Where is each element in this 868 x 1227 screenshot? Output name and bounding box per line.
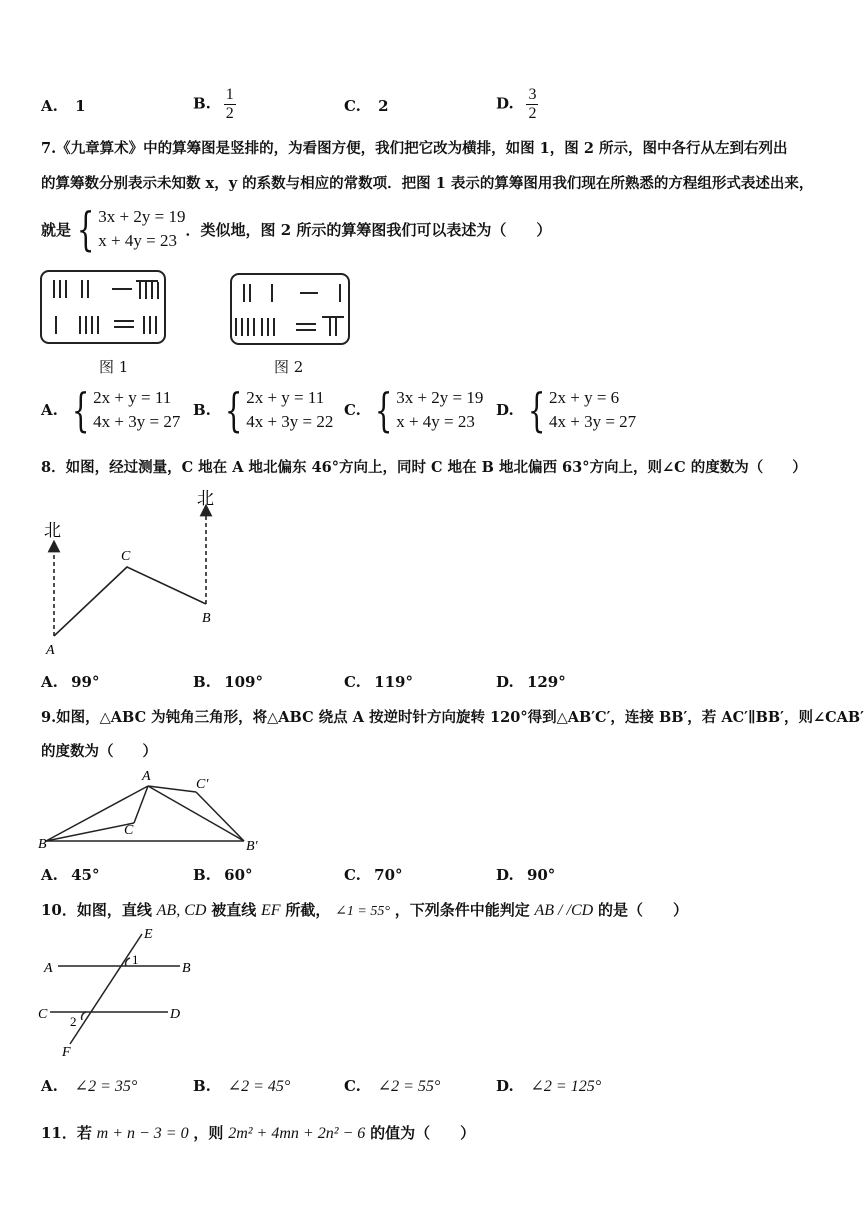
q9-option-c [344,866,403,884]
point-e-label: E [144,927,153,942]
segment-c2b2 [196,792,244,841]
option-text: 129° [526,673,566,691]
left-brace: { [224,383,243,437]
stem-text: ，下列条件中能判定 [394,901,530,919]
point-c-prime-label: C′ [196,777,209,792]
figure-1 [41,271,165,343]
equation: 4x + 3y = 27 [93,412,181,431]
point-c-label: C [124,823,134,838]
point-a-label: A [46,643,55,658]
option-letter: C. [344,401,361,419]
stem-text: 所截， [285,901,331,919]
option-letter: A. [41,401,58,419]
option-text: 119° [374,673,413,691]
q9-stem-line2: 的度数为（ ） [41,743,157,760]
path-acb [54,567,206,636]
point-f-label: F [62,1045,71,1060]
math-expression: AB / /CD [534,902,594,919]
equation: 2x + y = 11 [246,388,325,407]
option-letter: B. [193,866,211,884]
option-text: 90° [526,866,556,884]
equations [549,386,636,434]
option-text: ∠2 = 35° [74,1078,138,1095]
q8-option-a [41,673,99,691]
q8-option-b [193,673,263,691]
equations [246,386,333,434]
figure-2 [231,274,349,344]
figure-2-caption: 图 2 [274,358,304,376]
equation-system [66,383,181,437]
stem-text: 被直线 [211,901,257,919]
q6-option-d [496,86,538,123]
q7-option-a [41,383,181,437]
q9-option-d [496,866,555,884]
point-b-prime-label: B′ [246,839,258,854]
point-c-label: C [38,1007,48,1022]
option-text: 99° [71,673,100,691]
q6-option-a [41,97,86,115]
left-brace: { [71,383,90,437]
q7-option-c [344,383,484,437]
option-letter: D. [496,866,514,884]
segment-bc [46,823,134,841]
stem-text: 的值为（ ） [370,1124,476,1142]
equation-system [369,383,484,437]
north-label-b: 北 [197,489,214,509]
equation-system [522,383,637,437]
q10-stem [41,899,688,920]
point-c-label: C [121,549,131,564]
left-brace: { [76,202,95,256]
q6-option-c [344,97,389,115]
option-letter: A. [41,97,58,115]
option-letter: D. [496,1077,514,1095]
equations [93,386,180,434]
point-a-label: A [142,769,151,784]
q11-stem [41,1122,475,1143]
stem-text: ，则 [193,1124,224,1142]
stem-text: 的是（ ） [597,901,688,919]
q9-stem-line1: 9.如图，△ABC 为钝角三角形，将△ABC 绕点 A 按逆时针方向旋转 120°得到△AB′C′，连接 BB′，若 AC′∥BB′，则∠CAB′ [41,709,864,726]
q7-stem-line3 [41,202,552,256]
option-letter: C. [344,673,361,691]
equation: 2x + y = 6 [548,388,620,407]
stem-text: ．类似地，图 2 所示的算筹图我们可以表述为（ ） [185,220,552,239]
option-letter: C. [344,1077,361,1095]
point-a-label: A [44,961,53,976]
equation: 4x + 3y = 27 [548,412,637,431]
segment-ac2 [148,786,196,792]
math-expression: m + n − 3 = 0 [96,1125,189,1142]
math-expression: ∠1 = 55° [335,904,390,919]
option-text: 60° [224,866,253,884]
option-text: ∠2 = 45° [227,1078,291,1095]
q8-option-c [344,673,413,691]
q7-stem-line2: 的算筹数分别表示未知数 x，y 的系数与相应的常数项．把图 1 表示的算筹图用我们现在所熟悉的方程组形式表述出来， [41,175,814,192]
point-b-label: B [182,961,191,976]
stem-text: 10．如图，直线 [41,901,152,919]
math-expression: EF [261,902,281,919]
angle-2-arc [82,1012,86,1020]
option-text: 109° [224,673,263,691]
left-brace: { [527,383,546,437]
fraction [224,86,236,123]
option-letter: C. [344,97,361,115]
angle-2-label: 2 [70,1014,77,1029]
math-expression: 2m² + 4mn + 2n² − 6 [228,1125,366,1142]
option-letter: B. [193,401,211,419]
denominator: 2 [528,105,537,122]
option-letter: B. [193,94,211,113]
q10-figure [36,924,196,1060]
option-letter: C. [344,866,361,884]
option-letter: B. [193,1077,211,1095]
option-letter: D. [496,401,514,419]
angle-1-label: 1 [132,952,139,967]
option-letter: A. [41,673,58,691]
option-text: 70° [374,866,403,884]
q10-option-c [344,1076,440,1096]
stem-text: 就是 [41,220,72,239]
option-letter: A. [41,1077,58,1095]
equations [396,386,483,434]
q10-option-a [41,1076,137,1096]
q6-option-b [193,86,236,123]
stem-text: 11．若 [41,1124,92,1142]
segment-ac [134,786,148,823]
point-b-label: B [38,837,47,852]
q9-figure [36,766,268,858]
option-letter: A. [41,866,58,884]
q7-option-d [496,383,637,437]
q10-option-b [193,1076,290,1096]
north-label-a: 北 [44,521,61,541]
option-letter: D. [496,94,514,113]
equation: 3x + 2y = 19 [396,388,484,407]
q7-stem-line1: 7.《九章算术》中的算筹图是竖排的，为看图方便，我们把它改为横排，如图 1，图 2 所示，图中各行从左到右列出 [41,140,788,157]
q9-option-a [41,866,99,884]
numerator: 1 [225,86,234,103]
option-text: ∠2 = 125° [530,1078,602,1095]
figure-1-caption: 图 1 [99,358,129,376]
denominator: 2 [225,105,234,122]
q7-option-b [193,383,334,437]
equation: 4x + 3y = 22 [246,412,334,431]
equation: 2x + y = 11 [93,388,172,407]
option-text: 2 [378,97,389,115]
q8-option-d [496,673,566,691]
q7-counting-rod-figures [38,268,358,378]
option-text: ∠2 = 55° [377,1078,441,1095]
math-expression: AB, CD [156,902,207,919]
fraction [526,86,538,123]
numerator: 3 [528,86,537,103]
equation-system [71,202,186,256]
equation-system [219,383,334,437]
equation: 3x + 2y = 19 [98,207,186,226]
q8-stem: 8．如图，经过测量，C 地在 A 地北偏东 46°方向上，同时 C 地在 B 地北偏西 63°方向上，则∠C 的度数为（ ） [41,459,807,476]
option-letter: B. [193,673,211,691]
left-brace: { [374,383,393,437]
option-letter: D. [496,673,514,691]
segment-ab2 [148,786,244,841]
q10-option-d [496,1076,601,1096]
option-text: 45° [71,866,100,884]
point-b-label: B [202,611,211,626]
option-text: 1 [75,97,86,115]
equation: x + 4y = 23 [396,412,475,431]
equations [98,205,185,253]
point-d-label: D [170,1007,181,1022]
q8-figure [36,488,236,660]
equation: x + 4y = 23 [98,231,177,250]
line-ef [70,934,142,1044]
q9-option-b [193,866,253,884]
